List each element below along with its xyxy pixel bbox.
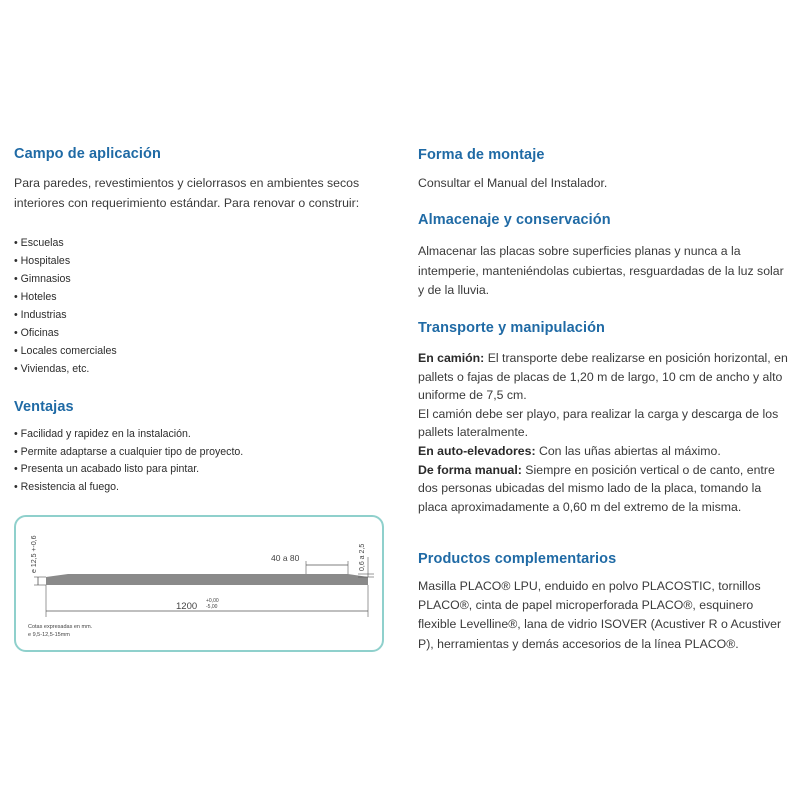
list-item: • Facilidad y rapidez en la instalación. (14, 426, 384, 444)
note-line1: Cotas expresadas en mm. (28, 624, 93, 630)
list-item: • Escuelas (14, 234, 374, 252)
auto-text: Con las uñas abiertas al máximo. (535, 443, 721, 458)
list-item: • Oficinas (14, 324, 374, 342)
auto-label: En auto-elevadores: (418, 443, 536, 458)
campo-list (14, 234, 374, 378)
camion-text: El transporte debe realizarse en posición horizontal, en pallets o fajas de placas de 1,20 m de largo, 10 cm de ancho y alto uniforme de 7,5 cm. (418, 351, 788, 403)
productos-title: Productos complementarios (418, 551, 617, 567)
list-item: • Permite adaptarse a cualquier tipo de proyecto. (14, 444, 384, 462)
board-section-diagram (14, 515, 384, 652)
list-item: • Gimnasios (14, 270, 374, 288)
list-item: • Presenta un acabado listo para pintar. (14, 461, 384, 479)
list-item: • Hospitales (14, 252, 374, 270)
campo-title: Campo de aplicación (14, 146, 161, 162)
note-line2: e 9,5-12,5-15mm (28, 632, 70, 638)
list-item: • Hoteles (14, 288, 374, 306)
camion-label: En camión: (418, 351, 485, 365)
board-profile (46, 574, 368, 585)
manual-text: Siempre en posición vertical o de canto, entre dos personas ubicadas del mismo lado de la placa, tomando la placa aproximadamente a 0,60 m del extremo de la misma. (418, 462, 775, 514)
forma-title: Forma de montaje (418, 147, 545, 163)
campo-text: Para paredes, revestimientos y cielorrasos en ambientes secos interiores con requerimiento estándar. Para renovar o construir: (14, 176, 360, 210)
list-item: • Locales comerciales (14, 342, 374, 360)
ventajas-title: Ventajas (14, 399, 74, 415)
forma-text: Consultar el Manual del Instalador. (418, 176, 608, 190)
transporte-text (418, 349, 792, 516)
length-label: 1200 (176, 601, 198, 612)
list-item: • Industrias (14, 306, 374, 324)
board-diagram-svg (16, 517, 382, 650)
productos-text: Masilla PLACO® LPU, enduido en polvo PLACOSTIC, tornillos PLACO®, cinta de papel microperforada PLACO®, esquinero flexible Levelline®, lana de vidrio ISOVER (Acustiver R o Acustiver P), herramientas y demás accesorios de la línea PLACO®. (418, 579, 782, 651)
manual-label: De forma manual: (418, 462, 522, 477)
camion-text2: El camión debe ser playo, para realizar la carga y descarga de los pallets lateralmente. (418, 406, 779, 440)
thickness-label: e 12,5 +-0,6 (31, 535, 38, 573)
length-tol-minus: -5,00 (206, 604, 218, 610)
list-item: • Resistencia al fuego. (14, 479, 384, 497)
ventajas-list (14, 426, 384, 496)
almacenaje-title: Almacenaje y conservación (418, 212, 611, 228)
almacenaje-text: Almacenar las placas sobre superficies planas y nunca a la intemperie, manteniéndolas cubiertas, resguardadas de la luz solar y de la lluvia. (418, 244, 784, 297)
transporte-title: Transporte y manipulación (418, 320, 606, 336)
list-item: • Viviendas, etc. (14, 360, 374, 378)
bevel-width-label: 40 a 80 (271, 553, 300, 563)
bevel-depth-label: 0,6 a 2,5 (359, 543, 366, 571)
length-tol-plus: +0,00 (206, 598, 219, 604)
